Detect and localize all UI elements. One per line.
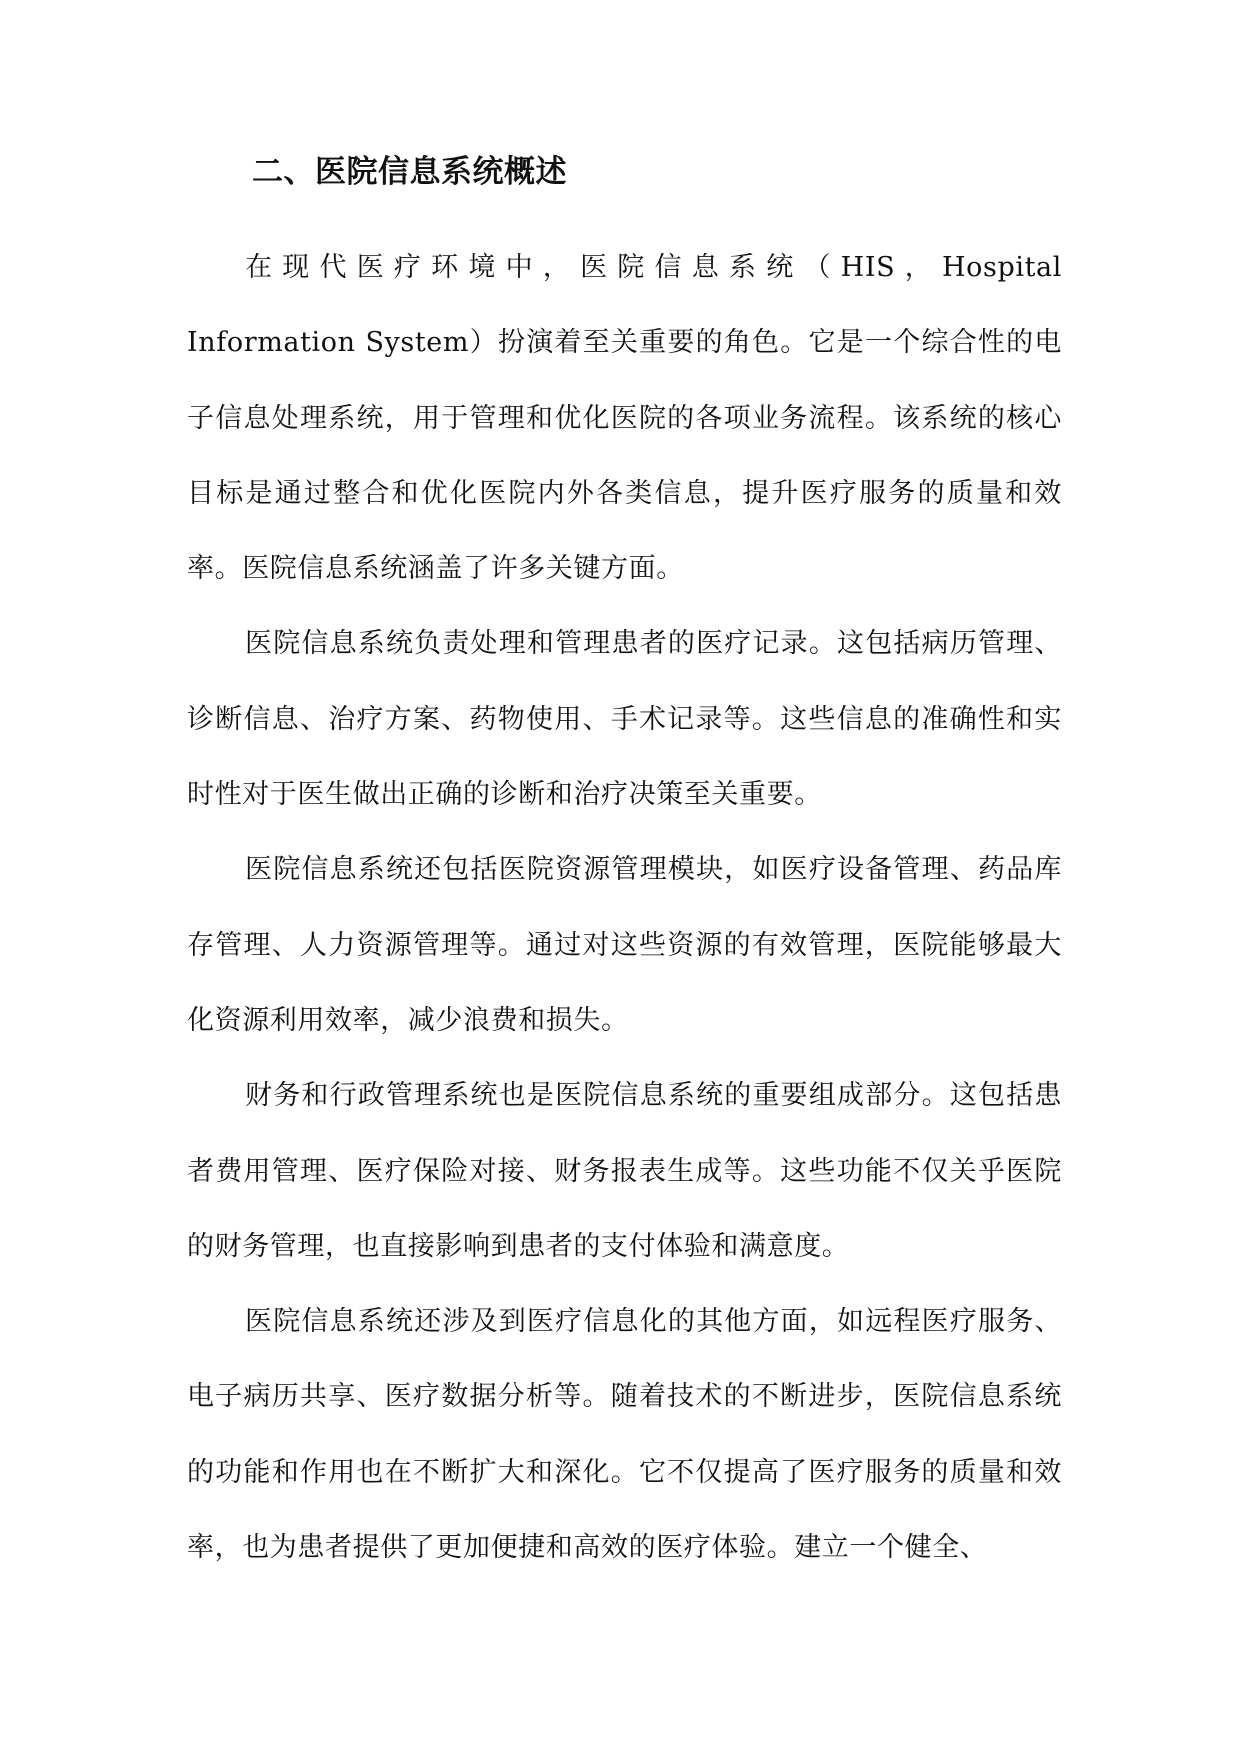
- paragraph-3: 医院信息系统还包括医院资源管理模块，如医疗设备管理、药品库存管理、人力资源管理等。通过对这些资源的有效管理，医院能够最大化资源利用效率，减少浪费和损失。: [187, 854, 1062, 1036]
- paragraph-1: 在现代医疗环境中，医院信息系统（HIS，Hospital Information System）扮演着至关重要的角色。它是一个综合性的电子信息处理系统，用于管理和优化医院的各项业务流程。该系统的核心目标是通过整合和优化医院内外各类信息，提升医疗服务的质量和效率。医院信息系统涵盖了许多关键方面。: [187, 252, 1062, 585]
- paragraph-2: 医院信息系统负责处理和管理患者的医疗记录。这包括病历管理、诊断信息、治疗方案、药物使用、手术记录等。这些信息的准确性和实时性对于医生做出正确的诊断和治疗决策至关重要。: [187, 628, 1062, 811]
- paragraph-4: 财务和行政管理系统也是医院信息系统的重要组成部分。这包括患者费用管理、医疗保险对接、财务报表生成等。这些功能不仅关乎医院的财务管理，也直接影响到患者的支付体验和满意度。: [187, 1080, 1062, 1262]
- body-text: [187, 230, 1062, 1585]
- section-heading: 二、医院信息系统概述: [252, 154, 567, 190]
- paragraph-5: 医院信息系统还涉及到医疗信息化的其他方面，如远程医疗服务、电子病历共享、医疗数据分析等。随着技术的不断进步，医院信息系统的功能和作用也在不断扩大和深化。它不仅提高了医疗服务的质量和效率，也为患者提供了更加便捷和高效的医疗体验。建立一个健全、: [187, 1306, 1062, 1564]
